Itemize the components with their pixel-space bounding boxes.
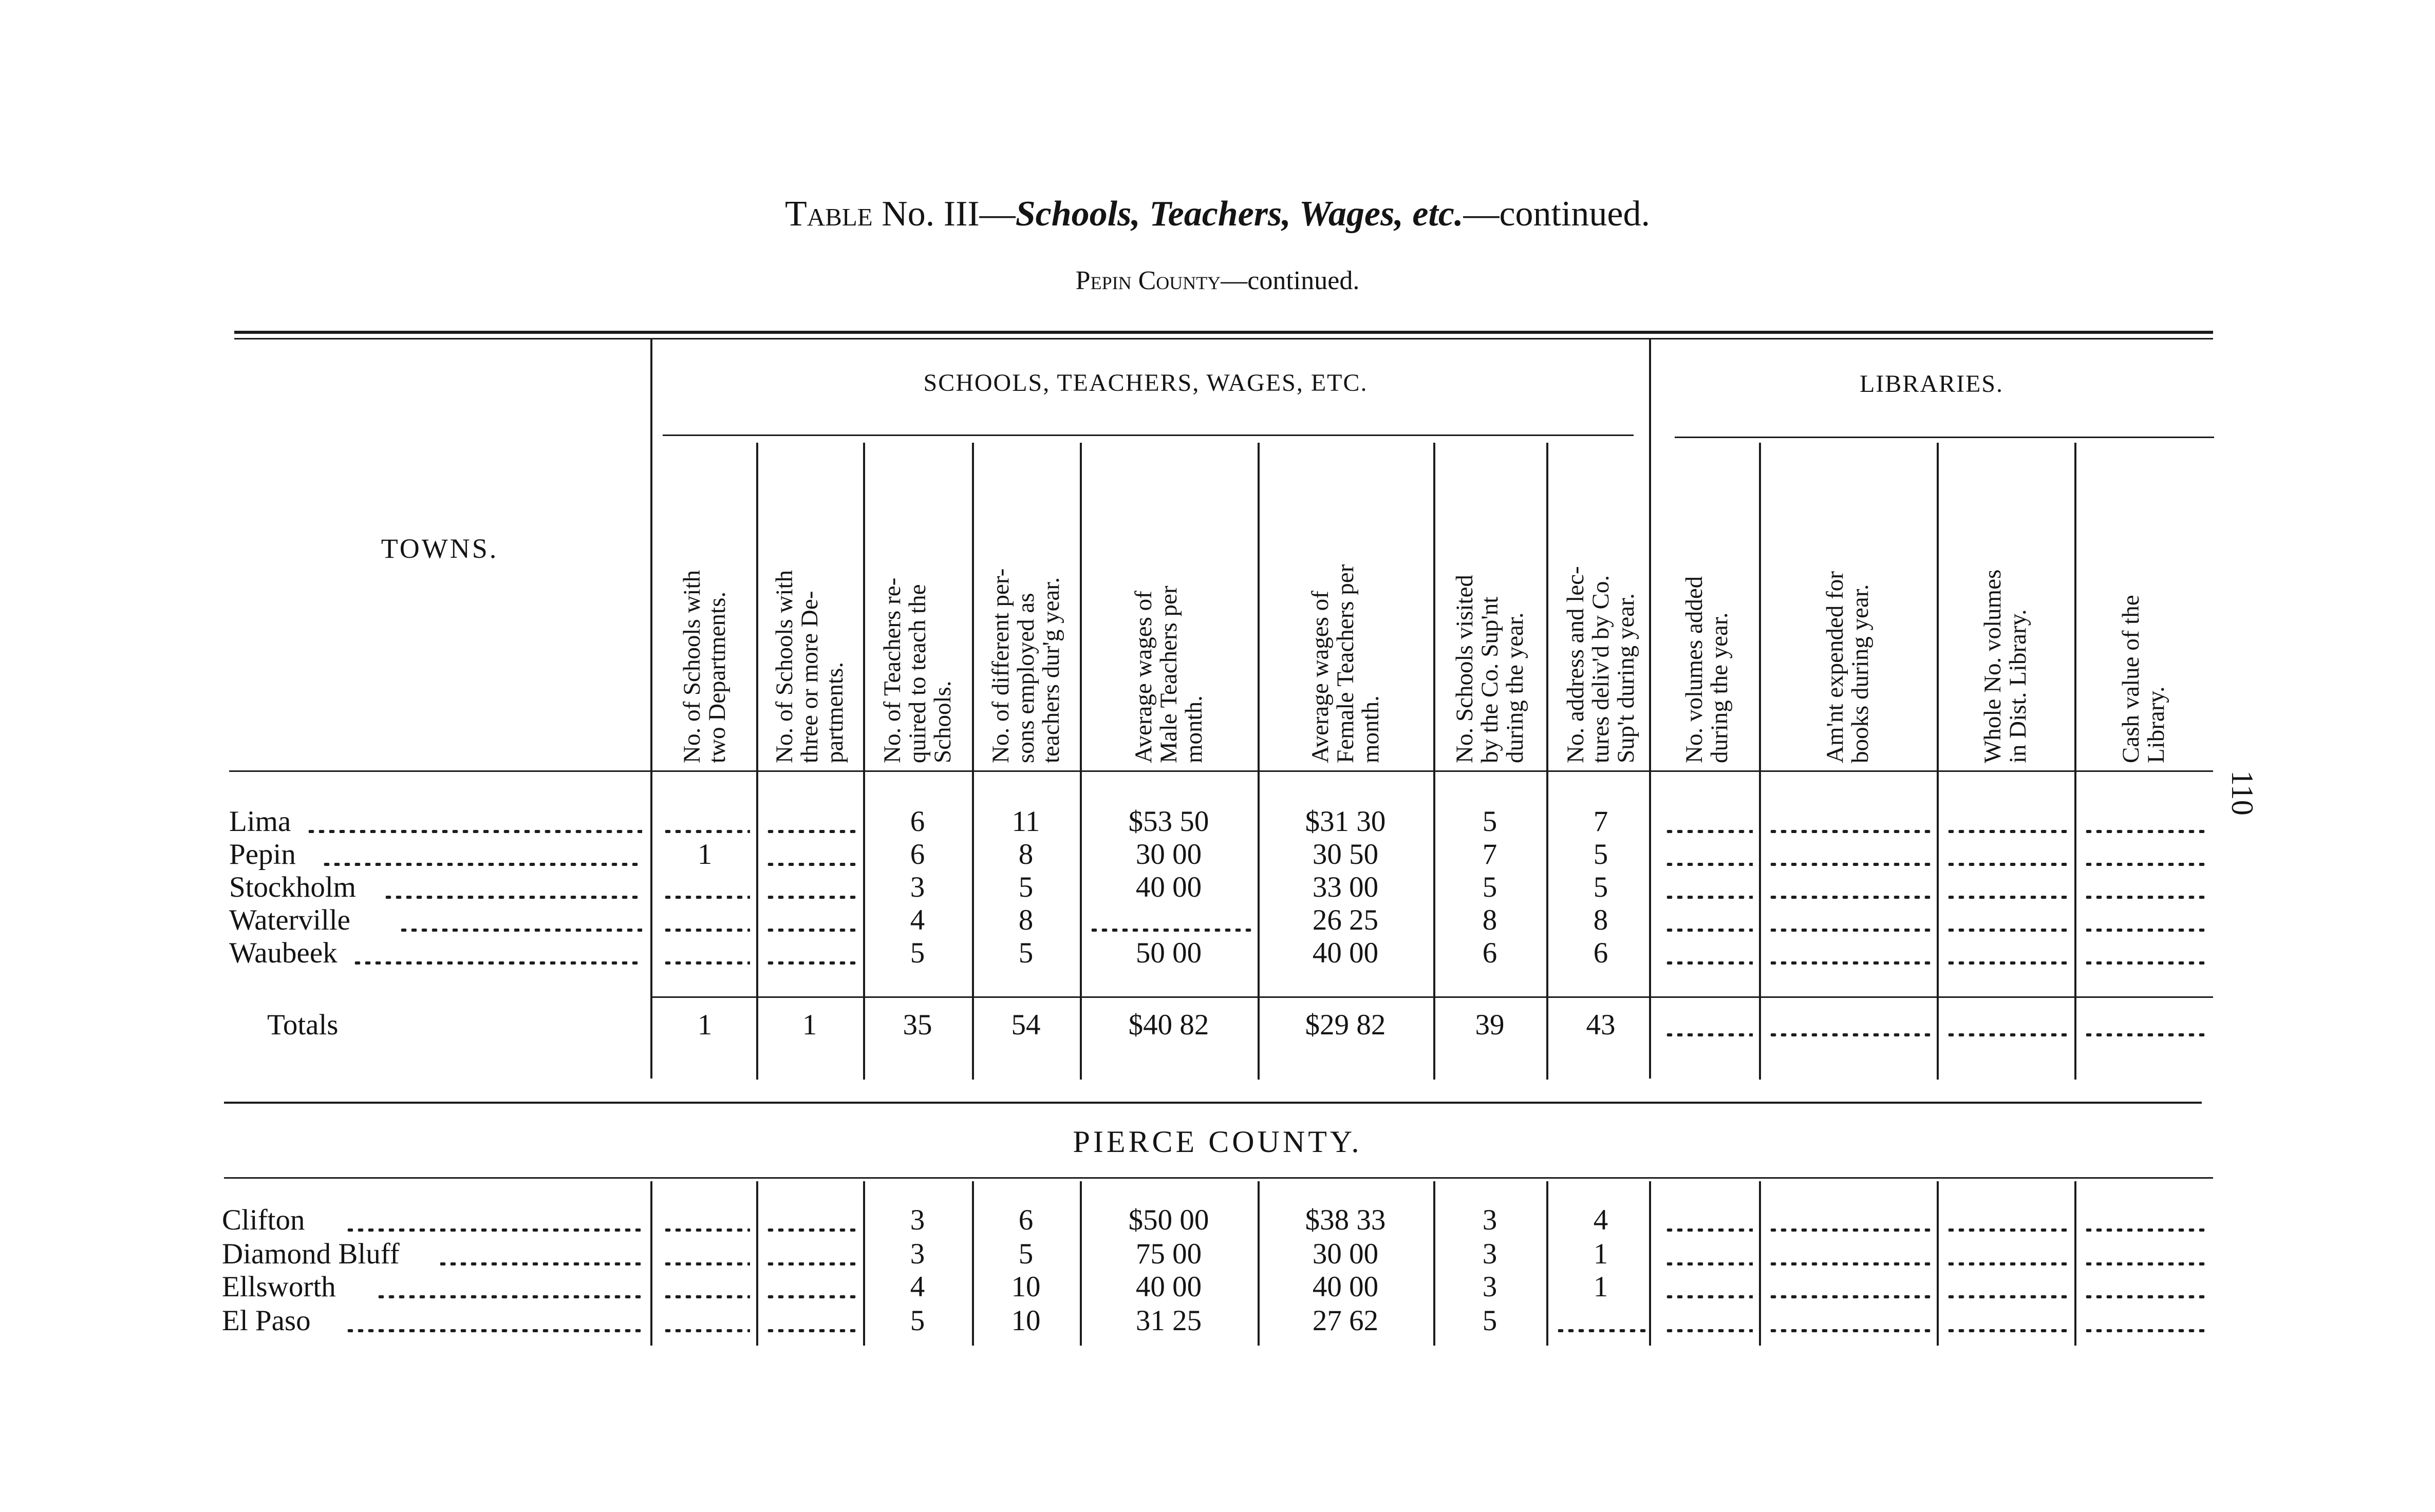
cell-col-4: 6 [1018, 1204, 1034, 1236]
pierce-column-divider-6 [1433, 1181, 1435, 1346]
top-rule-thin [234, 338, 2213, 339]
cell-col-6: $29 82 [1305, 1009, 1386, 1041]
column-divider-5 [1258, 443, 1260, 1080]
leader-dots [663, 896, 750, 899]
leader-dots [1664, 896, 1753, 899]
leader-dots [765, 929, 857, 932]
leader-dots [663, 1295, 750, 1298]
totals-label: Totals [267, 1009, 339, 1041]
leader-dots [663, 929, 750, 932]
cell-col-4: 5 [1018, 871, 1034, 903]
leader-dots [765, 1295, 857, 1298]
leader-dots [1946, 961, 2068, 965]
cell-col-7: 5 [1482, 805, 1497, 838]
cell-col-3: 6 [910, 805, 925, 838]
cell-col-4: 10 [1011, 1305, 1041, 1337]
divider-libraries [1649, 339, 1651, 1079]
cell-col-4: 5 [1018, 937, 1034, 969]
column-divider-4 [1080, 443, 1082, 1080]
leader-dots [765, 896, 857, 899]
leader-dots [2084, 929, 2207, 932]
leader-dots [1946, 929, 2068, 932]
cell-col-5: 30 00 [1135, 838, 1202, 871]
leader-dots [1946, 1033, 2068, 1036]
leader-dots [1089, 929, 1251, 932]
leader-dots [1664, 1262, 1753, 1265]
column-header-3: No. of Teachers re- quired to teach the Schools. [878, 577, 956, 763]
town-leader-dots [438, 1262, 642, 1265]
cell-col-5: 40 00 [1135, 1271, 1202, 1303]
cell-col-3: 3 [910, 1238, 925, 1270]
cell-col-5: $40 82 [1128, 1009, 1209, 1041]
pierce-column-divider-5 [1258, 1181, 1260, 1346]
leader-dots [2084, 961, 2207, 965]
cell-col-3: 5 [910, 1305, 925, 1337]
cell-col-8: 5 [1593, 838, 1608, 871]
column-divider-6 [1433, 443, 1435, 1080]
cell-col-6: $31 30 [1305, 805, 1386, 838]
leader-dots [1768, 863, 1931, 866]
town-name: Pepin [229, 838, 296, 871]
subtitle-suffix: —continued. [1221, 266, 1360, 295]
leader-dots [1664, 1295, 1753, 1298]
cell-col-7: 5 [1482, 1305, 1497, 1337]
town-name: El Paso [222, 1305, 311, 1337]
leader-dots [2084, 1329, 2207, 1332]
column-divider-9 [1759, 443, 1761, 1080]
leader-dots [1664, 929, 1753, 932]
town-name: Waubeek [229, 937, 338, 969]
cell-col-7: 39 [1475, 1009, 1505, 1041]
leader-dots [765, 1262, 857, 1265]
cell-col-7: 5 [1482, 871, 1497, 903]
cell-col-3: 3 [910, 871, 925, 903]
cell-col-3: 3 [910, 1204, 925, 1236]
column-divider-1 [756, 443, 758, 1080]
cell-col-3: 5 [910, 937, 925, 969]
cell-col-4: 54 [1011, 1009, 1041, 1041]
pierce-column-divider-4 [1080, 1181, 1082, 1346]
column-divider-10 [1937, 443, 1939, 1080]
column-header-9: No. volumes added during the year. [1681, 576, 1733, 763]
cell-col-3: 4 [910, 904, 925, 936]
town-name: Lima [229, 805, 291, 838]
leader-dots [765, 1329, 857, 1332]
cell-col-8: 1 [1593, 1238, 1608, 1270]
town-leader-dots [345, 1228, 642, 1232]
pierce-column-divider-9 [1759, 1181, 1761, 1346]
cell-col-8: 1 [1593, 1271, 1608, 1303]
column-header-4: No. of different per- sons employed as teachers dur'g year. [987, 568, 1064, 763]
totals-rule [650, 996, 2213, 998]
cell-col-8: 4 [1593, 1204, 1608, 1236]
leader-dots [1664, 1329, 1753, 1332]
cell-col-5: $53 50 [1128, 805, 1209, 838]
town-name: Clifton [222, 1204, 305, 1236]
cell-col-8: 43 [1586, 1009, 1616, 1041]
leader-dots [1664, 830, 1753, 833]
cell-col-7: 6 [1482, 937, 1497, 969]
cell-col-1: 1 [697, 1009, 713, 1041]
town-name: Diamond Bluff [222, 1238, 400, 1270]
cell-col-6: 33 00 [1312, 871, 1379, 903]
leader-dots [2084, 863, 2207, 866]
leader-dots [663, 961, 750, 965]
group-rule-libraries [1675, 437, 2214, 438]
leader-dots [2084, 1228, 2207, 1232]
cell-col-6: 40 00 [1312, 1271, 1379, 1303]
page-number: 110 [2225, 770, 2259, 816]
pierce-column-divider-2 [863, 1181, 865, 1346]
cell-col-4: 11 [1012, 805, 1040, 838]
leader-dots [1768, 1228, 1931, 1232]
cell-col-1: 1 [697, 838, 713, 871]
cell-col-5: $50 00 [1128, 1204, 1209, 1236]
leader-dots [765, 863, 857, 866]
town-name: Waterville [229, 904, 350, 936]
cell-col-2: 1 [802, 1009, 817, 1041]
leader-dots [663, 1262, 750, 1265]
column-header-2: No. of Schools with three or more De- partments. [771, 570, 848, 763]
title-number: No. III— [882, 194, 1016, 234]
cell-col-6: 30 00 [1312, 1238, 1379, 1270]
column-header-1: No. of Schools with two Departments. [679, 570, 730, 763]
pierce-column-divider-11 [2074, 1181, 2076, 1346]
pierce-bottom-rule [224, 1177, 2213, 1179]
cell-col-4: 10 [1011, 1271, 1041, 1303]
cell-col-7: 3 [1482, 1238, 1497, 1270]
pierce-column-divider-7 [1546, 1181, 1548, 1346]
column-header-10: Am'nt expended for books during year. [1822, 571, 1874, 763]
table-title [0, 191, 2435, 237]
towns-header: TOWNS. [381, 533, 499, 564]
leader-dots [1664, 863, 1753, 866]
leader-dots [1768, 896, 1931, 899]
column-header-7: No. Schools visited by the Co. Sup'nt during the year. [1451, 575, 1528, 763]
town-leader-dots [306, 830, 642, 833]
pierce-column-divider-1 [756, 1181, 758, 1346]
leader-dots [1768, 1295, 1931, 1298]
cell-col-5: 40 00 [1135, 871, 1202, 903]
column-header-8: No. address and lec- tures deliv'd by Co. Sup't during year. [1562, 566, 1639, 763]
town-leader-dots [383, 896, 642, 899]
town-leader-dots [322, 863, 642, 866]
cell-col-6: 26 25 [1312, 904, 1379, 936]
leader-dots [2084, 830, 2207, 833]
cell-col-8: 5 [1593, 871, 1608, 903]
column-header-12: Cash value of the Library. [2118, 595, 2169, 763]
leader-dots [1664, 1033, 1753, 1036]
cell-col-4: 8 [1018, 838, 1034, 871]
cell-col-6: $38 33 [1305, 1204, 1386, 1236]
cell-col-7: 8 [1482, 904, 1497, 936]
leader-dots [1946, 1262, 2068, 1265]
subtitle-county: Pepin County [1075, 266, 1221, 295]
cell-col-8: 8 [1593, 904, 1608, 936]
leader-dots [1946, 896, 2068, 899]
cell-col-6: 27 62 [1312, 1305, 1379, 1337]
leader-dots [1946, 863, 2068, 866]
header-bottom-rule [229, 770, 2213, 772]
town-leader-dots [352, 961, 642, 965]
leader-dots [2084, 1262, 2207, 1265]
leader-dots [2084, 896, 2207, 899]
cell-col-5: 31 25 [1135, 1305, 1202, 1337]
cell-col-6: 30 50 [1312, 838, 1379, 871]
cell-col-8: 6 [1593, 937, 1608, 969]
leader-dots [765, 1228, 857, 1232]
column-header-11: Whole No. volumes in Dist. Library. [1979, 569, 2031, 763]
cell-col-5: 50 00 [1135, 937, 1202, 969]
leader-dots [1768, 1329, 1931, 1332]
cell-col-7: 3 [1482, 1204, 1497, 1236]
table-subtitle [0, 263, 2435, 299]
cell-col-7: 7 [1482, 838, 1497, 871]
leader-dots [1768, 961, 1931, 965]
leader-dots [1946, 1295, 2068, 1298]
pierce-column-divider-3 [972, 1181, 974, 1346]
leader-dots [2084, 1295, 2207, 1298]
cell-col-7: 3 [1482, 1271, 1497, 1303]
town-name: Ellsworth [222, 1271, 336, 1303]
column-header-6: Average wages of Female Teachers per month. [1306, 564, 1384, 763]
cell-col-5: 75 00 [1135, 1238, 1202, 1270]
column-divider-7 [1546, 443, 1548, 1080]
leader-dots [1946, 1329, 2068, 1332]
leader-dots [1946, 1228, 2068, 1232]
pierce-top-rule [224, 1102, 2202, 1104]
column-divider-11 [2074, 443, 2076, 1080]
group-head-libraries: LIBRARIES. [1859, 370, 2003, 398]
cell-col-4: 8 [1018, 904, 1034, 936]
leader-dots [1768, 929, 1931, 932]
cell-col-3: 35 [903, 1009, 932, 1041]
town-leader-dots [399, 929, 642, 932]
leader-dots [1768, 1262, 1931, 1265]
cell-col-3: 4 [910, 1271, 925, 1303]
town-leader-dots [345, 1329, 642, 1332]
column-divider-2 [863, 443, 865, 1080]
leader-dots [765, 830, 857, 833]
cell-col-6: 40 00 [1312, 937, 1379, 969]
leader-dots [1946, 830, 2068, 833]
town-leader-dots [376, 1295, 642, 1298]
title-suffix: —continued. [1463, 194, 1650, 234]
leader-dots [1664, 1228, 1753, 1232]
divider-towns [650, 339, 652, 1079]
title-prefix: Table [785, 194, 873, 234]
leader-dots [663, 1329, 750, 1332]
leader-dots [1556, 1329, 1649, 1332]
cell-col-3: 6 [910, 838, 925, 871]
leader-dots [765, 961, 857, 965]
title-italic: Schools, Teachers, Wages, etc. [1015, 194, 1464, 234]
cell-col-4: 5 [1018, 1238, 1034, 1270]
column-header-5: Average wages of Male Teachers per month. [1130, 585, 1207, 763]
pierce-divider-towns [650, 1181, 652, 1346]
cell-col-8: 7 [1593, 805, 1608, 838]
group-rule-schools [663, 434, 1634, 436]
leader-dots [1768, 830, 1931, 833]
pierce-column-divider-10 [1937, 1181, 1939, 1346]
town-name: Stockholm [229, 871, 357, 903]
column-divider-3 [972, 443, 974, 1080]
leader-dots [663, 1228, 750, 1232]
pierce-divider-libraries [1649, 1181, 1651, 1346]
leader-dots [1768, 1033, 1931, 1036]
pierce-county-title: PIERCE COUNTY. [1073, 1125, 1362, 1159]
leader-dots [2084, 1033, 2207, 1036]
top-rule-thick [234, 331, 2213, 334]
leader-dots [1664, 961, 1753, 965]
leader-dots [663, 830, 750, 833]
group-head-schools: SCHOOLS, TEACHERS, WAGES, ETC. [923, 369, 1368, 396]
